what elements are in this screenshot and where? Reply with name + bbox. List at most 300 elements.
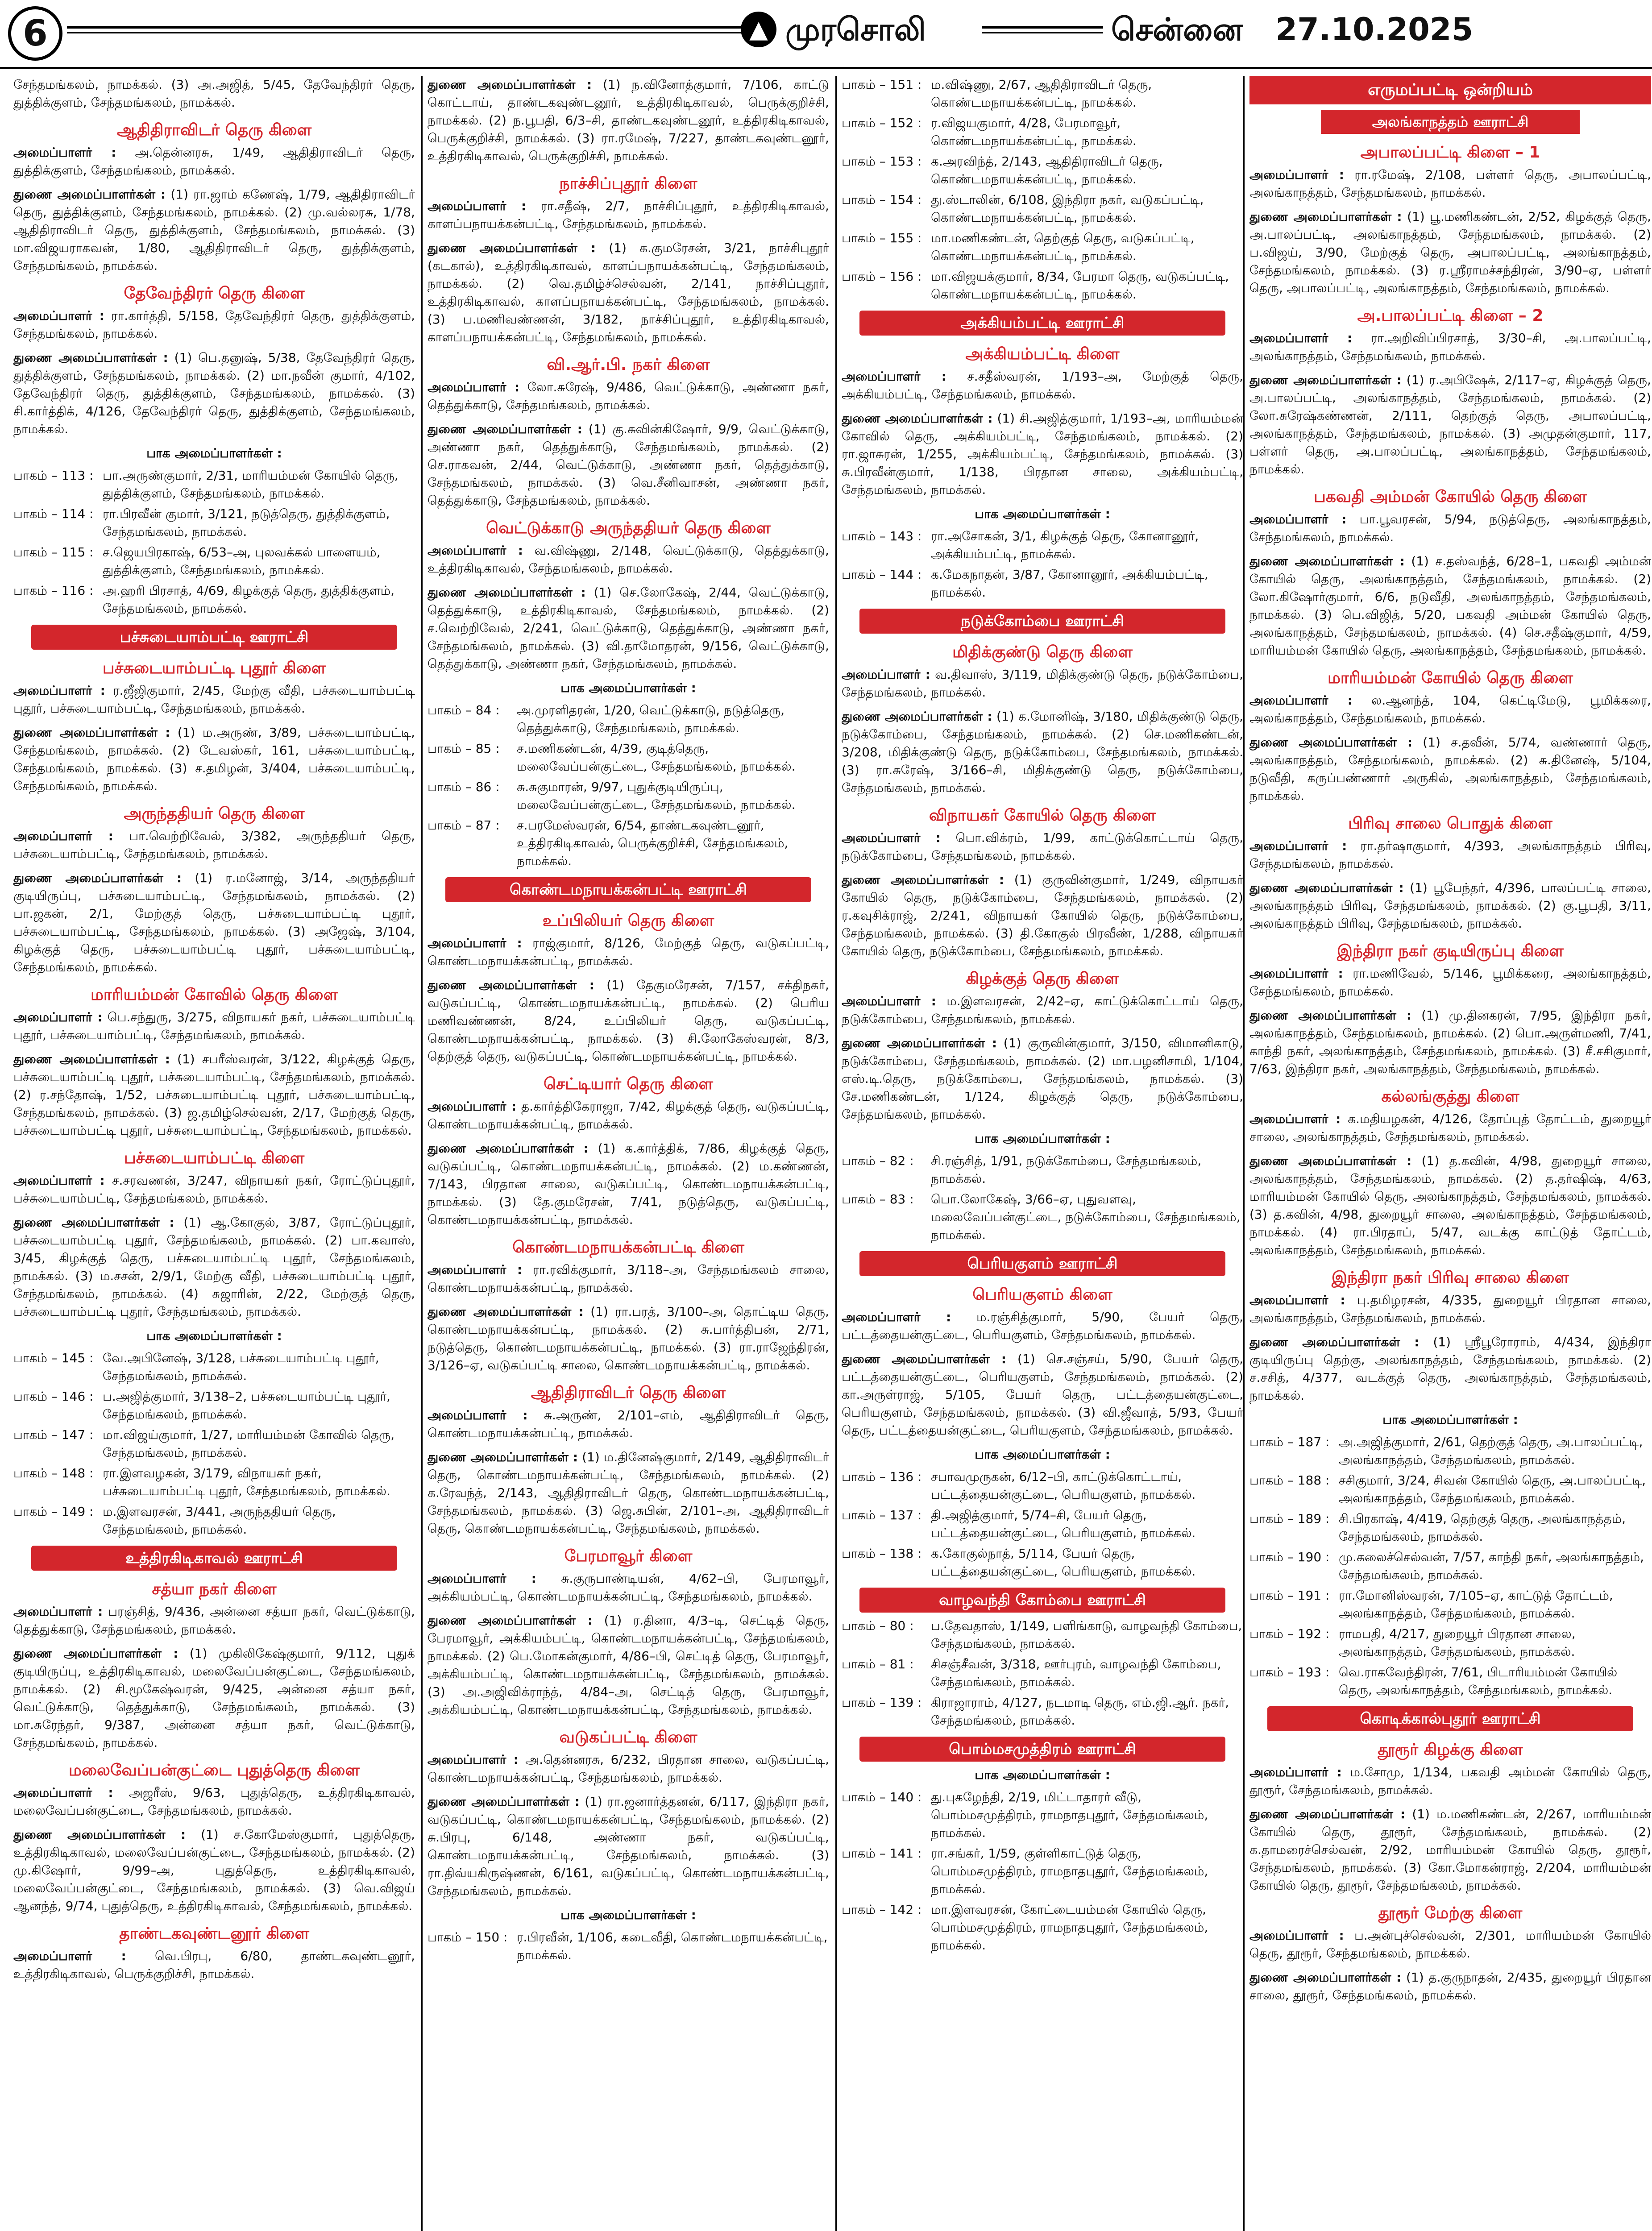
masthead bbox=[0, 0, 1652, 67]
organizer-entry bbox=[428, 1448, 829, 1538]
booth-entry bbox=[13, 1426, 415, 1462]
booth-entry bbox=[842, 1694, 1243, 1729]
booth-number: பாகம் – 191 : bbox=[1249, 1588, 1330, 1603]
booth-organizer: சு.சுகுமாரன், 9/97, புதுக்குடியிருப்பு, மலைவேப்பன்குட்டை, சேந்தமங்கலம், நாமக்கல். bbox=[517, 780, 796, 812]
branch-heading: ஆதிதிராவிடர் தெரு கிளை bbox=[116, 121, 312, 139]
role-label: அமைப்பாளர் : bbox=[1249, 512, 1347, 527]
role-label: துணை அமைப்பாளர்கள் : bbox=[1249, 1335, 1420, 1349]
entry-text: வ.விஷ்ணு, 2/148, வெட்டுக்காடு, தெத்துக்காடு, உத்திரகிடிகாவல், சேந்தமங்கலம், நாமக்கல். bbox=[428, 543, 829, 576]
booth-entry bbox=[13, 1388, 415, 1423]
entry-text: (1) செ.சஞ்சய், 5/90, பேயர் தெரு, பட்டத்தையன்குட்டை, பெரியகுளம், சேந்தமங்கலம், நாமக்கல். (2) கா.அருள்ராஜ், 5/105, பேயர் தெரு, பட்டத்தையன்குட்டை, பெரியகுளம், சேந்தமங்கலம், நாமக்கல். (3) வி.ஜீவாத், 5/93, பேயர் தெரு, பட்டத்தையன்குட்டை, பெரியகுளம், சேந்தமங்கலம், நாமக்கல். bbox=[842, 1352, 1243, 1438]
organizer-entry bbox=[842, 871, 1243, 960]
organizer-entry bbox=[428, 1098, 829, 1133]
booth-number: பாகம் – 146 : bbox=[13, 1389, 94, 1404]
organizer-entry bbox=[1249, 965, 1651, 1000]
panchayat-banner: கொண்டமநாயக்கன்பட்டி ஊராட்சி bbox=[445, 877, 811, 902]
booth-organizer: சிசஞ்சீவன், 3/318, ஊர்புரம், வாழவந்தி கோம்பை, சேந்தமங்கலம், நாமக்கல். bbox=[931, 1657, 1221, 1689]
booth-entry bbox=[842, 229, 1243, 265]
city: சென்னை bbox=[1111, 11, 1243, 48]
role-label: அமைப்பாளர் : bbox=[13, 829, 113, 843]
entry-text: ரா.சதீஷ், 2/7, நாச்சிப்புதூர், உத்திரகிடிகாவல், காளப்பநாயக்கன்பட்டி, சேந்தமங்கலம், நாமக்கல். bbox=[428, 199, 829, 231]
booth-entry bbox=[842, 1901, 1243, 1954]
column-3 bbox=[842, 76, 1243, 2231]
booth-number: பாகம் – 153 : bbox=[842, 154, 922, 169]
role-label: துணை அமைப்பாளர்கள் : bbox=[428, 585, 586, 600]
role-label: துணை அமைப்பாளர்கள் : bbox=[428, 1450, 578, 1464]
panchayat-banner: கொடிக்கால்புதூர் ஊராட்சி bbox=[1267, 1706, 1633, 1731]
booth-organizer: அ.முரளிதரன், 1/20, வெட்டுக்காடு, நடுத்தெரு, தெத்துக்காடு, சேந்தமங்கலம், நாமக்கல். bbox=[517, 703, 785, 735]
booth-number: பாகம் – 85 : bbox=[428, 741, 500, 756]
entry-text: (1) ரா.ஜாம் கணேஷ், 1/79, ஆதிதிராவிடர் தெரு, துத்திக்குளம், சேந்தமங்கலம், நாமக்கல். (2) மு.வல்லரசு, 1/78, ஆதிதிராவிடர் தெரு, துத்திக்குளம், சேந்தமங்கலம், நாமக்கல். (3) மா.விஜயராகவன், 1/80, ஆதிதிராவிடர் தெரு, துத்திக்குளம், சேந்தமங்கலம், நாமக்கல். bbox=[13, 187, 415, 273]
entry-text: (1) பூ.மணிகண்டன், 2/52, கிழக்குத் தெரு, அ.பாலப்பட்டி, அலங்காநத்தம், சேந்தமங்கலம், நாமக்கல். (2) ப.விஜய், 3/90, மேற்குத் தெரு, அபாலப்பட்டி, அலங்காநத்தம், சேந்தமங்கலம், நாமக்கல். (3) ர.ஸ்ரீராமச்சந்திரன், 3/90–ஏ, பள்ளர் தெரு, அபாலப்பட்டி, அலங்காநத்தம், சேந்தமங்கலம், நாமக்கல். bbox=[1249, 209, 1651, 295]
branch-heading: இந்திரா நகர் குடியிருப்பு கிளை bbox=[1337, 942, 1564, 960]
booth-entry bbox=[842, 1545, 1243, 1580]
role-label: அமைப்பாளர் : bbox=[13, 683, 105, 698]
entry-text: பா.பூவரசன், 5/94, நடுத்தெரு, அலங்காநத்தம், சேந்தமங்கலம், நாமக்கல். bbox=[1249, 512, 1651, 544]
entry-text: ர.ஜீஜிகுமார், 2/45, மேற்கு வீதி, பச்சுடையாம்பட்டி புதூர், பச்சுடையாம்பட்டி, சேந்தமங்கலம், நாமக்கல். bbox=[13, 683, 415, 716]
role-label: அமைப்பாளர் : bbox=[13, 1010, 103, 1024]
role-label: துணை அமைப்பாளர்கள் : bbox=[1249, 1008, 1411, 1023]
role-label: அமைப்பாளர் : bbox=[13, 1949, 126, 1963]
role-label: துணை அமைப்பாளர்கள் : bbox=[428, 1141, 589, 1156]
organizer-entry bbox=[428, 976, 829, 1066]
organizer-entry bbox=[1249, 510, 1651, 546]
role-label: அமைப்பாளர் : bbox=[1249, 1928, 1344, 1943]
entry-text: ம.ரஞ்சித்குமார், 5/90, பேயர் தெரு, பட்டத்தையன்குட்டை, பெரியகுளம், சேந்தமங்கலம், நாமக்கல். bbox=[842, 1310, 1243, 1342]
organizer-entry bbox=[1249, 552, 1651, 659]
section-heading: பாக அமைப்பாளர்கள் : bbox=[975, 1767, 1110, 1782]
role-label: அமைப்பாளர் : bbox=[428, 1408, 528, 1422]
entry-text: (1) ந.வினோத்குமார், 7/106, காட்டு கொட்டாய், தாண்டகவுண்டனூர், உத்திரகிடிகாவல், பெருக்குறிச்சி, நாமக்கல். (2) ந.பூபதி, 6/3–சி, தாண்டகவுண்டனூர், உத்திரகிடிகாவல், பெருக்குறிச்சி, நாமக்கல். (3) ரா.ரமேஷ், 7/227, தாண்டகவுண்டனூர், உத்திரகிடிகாவல், பெருக்குறிச்சி, நாமக்கல். bbox=[428, 77, 829, 163]
booth-organizer: ப.அஜித்குமார், 3/138–2, பச்சுடையாம்பட்டி புதூர், சேந்தமங்கலம், நாமக்கல். bbox=[103, 1389, 390, 1422]
booth-organizer: ம.இளவரசன், 3/441, அருந்ததியர் தெரு, சேந்தமங்கலம், நாமக்கல். bbox=[103, 1504, 336, 1537]
organizer-entry bbox=[1249, 1291, 1651, 1327]
entry-text: ல.ஆனந்த், 104, கெட்டிமேடு, பூமிக்கரை, அலங்காநத்தம், சேந்தமங்கலம், நாமக்கல். bbox=[1249, 693, 1651, 726]
entry-text: (1) குருவின்குமார், 1/249, விநாயகர் கோயில் தெரு, நடுக்கோம்பை, சேந்தமங்கலம், நாமக்கல். (2) ர.கவுசிக்ராஜ், 2/241, விநாயகர் கோயில் தெரு, நடுக்கோம்பை, சேந்தமங்கலம், நாமக்கல். (3) தி.கோகுல் பிரவீண், 1/288, விநாயகர் கோயில் தெரு, நடுக்கோம்பை, சேந்தமங்கலம், நாமக்கல். bbox=[842, 872, 1243, 958]
branch-heading: இந்திரா நகர் பிரிவு சாலை கிளை bbox=[1331, 1269, 1569, 1287]
organizer-entry bbox=[13, 827, 415, 863]
organizer-entry bbox=[428, 1261, 829, 1297]
booth-number: பாகம் – 154 : bbox=[842, 192, 922, 207]
booth-number: பாகம் – 81 : bbox=[842, 1657, 914, 1671]
entry-text: (1) செ.லோகேஷ், 2/44, வெட்டுக்காடு, தெத்துக்காடு, உத்திரகிடிகாவல், சேந்தமங்கலம், நாமக்கல். (2) ச.வெற்றிவேல், 2/241, வெட்டுக்காடு, தெத்துக்காடு, அண்ணா நகர், சேந்தமங்கலம், நாமக்கல். (3) வி.தாமோதரன், 9/156, வெட்டுக்காடு, தெத்துக்காடு, அண்ணா நகர், சேந்தமங்கலம், நாமக்கல். bbox=[428, 585, 829, 671]
booth-number: பாகம் – 80 : bbox=[842, 1618, 914, 1633]
panchayat-banner: பச்சுடையாம்பட்டி ஊராட்சி bbox=[31, 625, 397, 650]
branch-heading: கல்லங்குத்து கிளை bbox=[1381, 1087, 1519, 1106]
organizer-entry bbox=[13, 1947, 415, 1983]
panchayat-banner: பொம்மசமுத்திரம் ஊராட்சி bbox=[859, 1737, 1225, 1762]
booth-number: பாகம் – 84 : bbox=[428, 703, 500, 717]
organizer-entry bbox=[13, 1645, 415, 1752]
entry-text: (1) கு.சுவின்கிஷோர், 9/9, வெட்டுக்காடு, அண்ணா நகர், தெத்துக்காடு, சேந்தமங்கலம், நாமக்கல். (2) செ.ராகவன், 2/44, வெட்டுக்காடு, அண்ணா நகர், தெத்துக்காடு, சேந்தமங்கலம், நாமக்கல். (3) வெ.சீனிவாசன், அண்ணா நகர், தெத்துக்காடு, சேந்தமங்கலம், நாமக்கல். bbox=[428, 422, 829, 508]
entry-text: ம.இளவரசன், 2/42–ஏ, காட்டுக்கொட்டாய் தெரு, நடுக்கோம்பை, சேந்தமங்கலம், நாமக்கல். bbox=[842, 994, 1243, 1026]
panchayat-banner: நடுக்கோம்பை ஊராட்சி bbox=[859, 609, 1225, 634]
role-label: அமைப்பாளர் : bbox=[1249, 693, 1353, 708]
role-label: அமைப்பாளர் : bbox=[842, 830, 941, 845]
entry-text: ம.சோமு, 1/134, பகவதி அம்மன் கோயில் தெரு, தூரூர், சேந்தமங்கலம், நாமக்கல். bbox=[1249, 1765, 1651, 1797]
role-label: அமைப்பாளர் : bbox=[1249, 1765, 1342, 1779]
booth-entry bbox=[428, 817, 829, 870]
booth-number: பாகம் – 113 : bbox=[13, 468, 94, 483]
entry-text: ப.அன்புச்செல்வன், 2/301, மாரியம்மன் கோயில் தெரு, தூரூர், சேந்தமங்கலம், நாமக்கல். bbox=[1249, 1928, 1651, 1961]
role-label: துணை அமைப்பாளர்கள் : bbox=[842, 1352, 1006, 1366]
booth-entry bbox=[842, 191, 1243, 227]
role-label: துணை அமைப்பாளர்கள் : bbox=[842, 709, 992, 724]
branch-heading: அபாலப்பட்டி கிளை – 1 bbox=[1360, 143, 1540, 162]
branch-heading: உப்பிலியர் தெரு கிளை bbox=[542, 912, 714, 930]
booth-number: பாகம் – 189 : bbox=[1249, 1511, 1330, 1526]
booth-number: பாகம் – 152 : bbox=[842, 116, 922, 130]
booth-number: பாகம் – 144 : bbox=[842, 567, 922, 582]
branch-heading: நாச்சிப்புதூர் கிளை bbox=[559, 174, 697, 193]
booth-number: பாகம் – 114 : bbox=[13, 506, 94, 521]
booth-number: பாகம் – 147 : bbox=[13, 1427, 94, 1442]
booth-entry bbox=[1249, 1510, 1651, 1546]
booth-entry bbox=[13, 582, 415, 618]
role-label: அமைப்பாளர் : bbox=[428, 199, 527, 213]
union-banner: எருமப்பட்டி ஒன்றியம் bbox=[1249, 76, 1651, 104]
booth-entry bbox=[13, 467, 415, 502]
role-label: அமைப்பாளர் : bbox=[428, 1099, 517, 1114]
entry-text: பெ.சந்துரு, 3/275, விநாயகர் நகர், பச்சுடையாம்பட்டி புதூர், பச்சுடையாம்பட்டி, சேந்தமங்கலம், நாமக்கல். bbox=[13, 1010, 415, 1042]
entry-text: (1) த.குருநாதன், 2/435, துறையூர் பிரதான சாலை, தூரூர், சேந்தமங்கலம், நாமக்கல். bbox=[1249, 1970, 1651, 2003]
role-label: அமைப்பாளர் : bbox=[1249, 1293, 1345, 1307]
booth-organizer: ரா.அசோகன், 3/1, கிழக்குத் தெரு, கோனானூர், அக்கியம்பட்டி, நாமக்கல். bbox=[931, 529, 1199, 561]
role-label: துணை அமைப்பாளர்கள் : bbox=[428, 978, 594, 992]
page-number: 6 bbox=[8, 6, 62, 61]
booth-organizer: ரா.பிரவீன் குமார், 3/121, நடுத்தெரு, துத்திக்குளம், சேந்தமங்கலம், நாமக்கல். bbox=[103, 506, 390, 539]
column-4 bbox=[1249, 76, 1651, 2231]
booth-organizer: ராமபதி, 4/217, துறையூர் பிரதான சாலை, அலங்காநத்தம், சேந்தமங்கலம், நாமக்கல். bbox=[1339, 1626, 1576, 1659]
role-label: அமைப்பாளர் : bbox=[428, 380, 520, 394]
branch-heading: தூரூர் மேற்கு கிளை bbox=[1378, 1904, 1523, 1922]
role-label: துணை அமைப்பாளர்கள் : bbox=[13, 1646, 178, 1661]
section-heading: பாக அமைப்பாளர்கள் : bbox=[560, 680, 696, 695]
booth-number: பாகம் – 143 : bbox=[842, 529, 922, 543]
role-label: அமைப்பாளர் : bbox=[428, 936, 522, 950]
entry-text: த.கார்த்திகேராஜா, 7/42, கிழக்குத் தெரு, வடுகப்பட்டி, கொண்டமநாயக்கன்பட்டி, நாமக்கல். bbox=[428, 1099, 829, 1132]
booth-entry bbox=[428, 778, 829, 814]
entry-text: ரா.மணிவேல், 5/146, பூமிக்கரை, அலங்காநத்தம், சேந்தமங்கலம், நாமக்கல். bbox=[1249, 966, 1651, 999]
booth-number: பாகம் – 145 : bbox=[13, 1351, 94, 1365]
section-heading: பாக அமைப்பாளர்கள் : bbox=[146, 446, 282, 460]
booth-entry bbox=[842, 1190, 1243, 1244]
entry-text: (1) மு.தினகரன், 7/95, இந்திரா நகர், அலங்காநத்தம், சேந்தமங்கலம், நாமக்கல். (2) பொ.அருள்மணி, 7/41, காந்தி நகர், அலங்காநத்தம், சேந்தமங்கலம், நாமக்கல். (3) சீ.சசிகுமார், 7/63, இந்திரா நகர், அலங்காநத்தம், சேந்தமங்கலம், நாமக்கல். bbox=[1249, 1008, 1651, 1076]
organizer-entry bbox=[13, 1050, 415, 1140]
role-label: துணை அமைப்பாளர்கள் : bbox=[13, 1052, 170, 1066]
organizer-entry bbox=[1249, 734, 1651, 805]
booth-organizer: ச.மணிகண்டன், 4/39, குடித்தெரு, மலைவேப்பன்குட்டை, சேந்தமங்கலம், நாமக்கல். bbox=[517, 741, 796, 774]
entry-text: (1) பூபேந்தர், 4/396, பாலப்பட்டி சாலை, அலங்காநத்தம் பிரிவு, சேந்தமங்கலம், நாமக்கல். (2) கு.பூபதி, 3/11, அலங்காநத்தம் பிரிவு, சேந்தமங்கலம், நாமக்கல். bbox=[1249, 880, 1651, 931]
organizer-entry bbox=[13, 1172, 415, 1207]
organizer-entry bbox=[842, 1034, 1243, 1124]
booth-entry bbox=[1249, 1433, 1651, 1469]
booth-entry bbox=[428, 1928, 829, 1964]
organizer-entry bbox=[428, 239, 829, 346]
role-label: அமைப்பாளர் : bbox=[428, 1571, 536, 1586]
organizer-entry bbox=[1249, 837, 1651, 873]
booth-number: பாகம் – 190 : bbox=[1249, 1550, 1330, 1564]
entry-text: வெ.பிரபு, 6/80, தாண்டகவுண்டனூர், உத்திரகிடிகாவல், பெருக்குறிச்சி, நாமக்கல். bbox=[13, 1949, 415, 1981]
entry-text: அ.தென்னரசு, 1/49, ஆதிதிராவிடர் தெரு, துத்திக்குளம், சேந்தமங்கலம், நாமக்கல். bbox=[13, 145, 415, 178]
booth-number: பாகம் – 138 : bbox=[842, 1546, 922, 1561]
booth-entry bbox=[13, 505, 415, 541]
column-2 bbox=[428, 76, 829, 2231]
booth-entry bbox=[842, 527, 1243, 563]
organizer-entry bbox=[1249, 1763, 1651, 1799]
booth-organizer: சபாவமுருகன், 6/12–பி, காட்டுக்கொட்டாய், பட்டத்தையன்குட்டை, பெரியகுளம், நாமக்கல். bbox=[931, 1469, 1196, 1502]
entry-text: வ.திவாஸ், 3/119, மிதிக்குண்டு தெரு, நடுக்கோம்பை, சேந்தமங்கலம், நாமக்கல். bbox=[842, 667, 1243, 700]
booth-number: பாகம் – 115 : bbox=[13, 545, 94, 560]
role-label: துணை அமைப்பாளர்கள் : bbox=[1249, 373, 1402, 387]
booth-entry bbox=[1249, 1625, 1651, 1661]
entry-text: (1) குருவின்குமார், 3/150, விமானிகாடு, நடுக்கோம்பை, சேந்தமங்கலம், நாமக்கல். (2) மா.பழனிசாமி, 1/104, எஸ்.டி.தெரு, நடுக்கோம்பை, சேந்தமங்கலம், நாமக்கல். (3) சே.மணிகண்டன், 1/124, கிழக்குத் தெரு, நடுக்கோம்பை, சேந்தமங்கலம், நாமக்கல். bbox=[842, 1036, 1243, 1122]
booth-organizer: க.கோகுல்நாத், 5/114, பேயர் தெரு, பட்டத்தையன்குட்டை, பெரியகுளம், நாமக்கல். bbox=[931, 1546, 1196, 1579]
organizer-entry bbox=[1249, 1927, 1651, 1962]
role-label: அமைப்பாளர் : bbox=[428, 543, 523, 558]
role-label: துணை அமைப்பாளர்கள் : bbox=[428, 77, 592, 92]
branch-heading: கொண்டமநாயக்கன்பட்டி கிளை bbox=[512, 1238, 744, 1256]
branch-heading: அருந்ததியர் தெரு கிளை bbox=[124, 804, 305, 823]
organizer-entry bbox=[428, 542, 829, 577]
role-label: துணை அமைப்பாளர்கள் : bbox=[13, 871, 182, 885]
organizer-entry bbox=[842, 666, 1243, 701]
entry-text: சேந்தமங்கலம், நாமக்கல். (3) அ.அஜித், 5/45, தேவேந்திரர் தெரு, துத்திக்குளம், சேந்தமங்கலம், நாமக்கல். bbox=[13, 77, 415, 110]
booth-entry bbox=[842, 114, 1243, 150]
booth-entry bbox=[842, 76, 1243, 112]
role-label: அமைப்பாளர் : bbox=[842, 1310, 951, 1324]
organizer-entry bbox=[1249, 1805, 1651, 1895]
branch-heading: மாரியம்மன் கோவில் தெரு கிளை bbox=[90, 986, 338, 1004]
organizer-entry bbox=[428, 420, 829, 510]
entry-text: (1) முகிலிகேஷ்குமார், 9/112, புதுக் குடியிருப்பு, உத்திரகிடிகாவல், மலைவேப்பன்குட்டை, சேந்தமங்கலம், நாமக்கல். (2) சி.மூகேஷ்வரன், 9/425, அன்னை சத்யா நகர், வெட்டுக்காடு, தெத்துக்காடு, சேந்தமங்கலம், நாமக்கல். (3) மா.சுரேந்தர், 9/387, அன்னை சத்யா நகர், வெட்டுக்காடு, சேந்தமங்கலம், நாமக்கல். bbox=[13, 1646, 415, 1750]
entry-text: ச.சதீஸ்வரன், 1/193–அ, மேற்குத் தெரு, அக்கியம்பட்டி, சேந்தமங்கலம், நாமக்கல். bbox=[842, 369, 1243, 402]
role-label: துணை அமைப்பாளர்கள் : bbox=[13, 350, 168, 365]
organizer-entry bbox=[13, 724, 415, 795]
booth-organizer: தி.அஜித்குமார், 5/74–சி, பேயர் தெரு, பட்டத்தையன்குட்டை, பெரியகுளம், நாமக்கல். bbox=[931, 1508, 1196, 1540]
role-label: அமைப்பாளர் : bbox=[1249, 1111, 1341, 1126]
masthead-rule bbox=[67, 32, 742, 33]
organizer-entry bbox=[428, 1570, 829, 1605]
branch-heading: அ.பாலப்பட்டி கிளை – 2 bbox=[1357, 307, 1544, 325]
role-label: துணை அமைப்பாளர்கள் : bbox=[1249, 880, 1404, 895]
booth-organizer: வே.அபினேஷ், 3/128, பச்சுடையாம்பட்டி புதூர், சேந்தமங்கலம், நாமக்கல். bbox=[103, 1351, 379, 1383]
panchayat-banner: அலங்காநத்தம் ஊராட்சி bbox=[1321, 110, 1580, 134]
branch-heading: வி.ஆர்.பி. நகர் கிளை bbox=[547, 356, 710, 374]
booth-entry bbox=[842, 1152, 1243, 1188]
booth-organizer: பொ.லோகேஷ், 3/66–ஏ, புதுவளவு, மலைவேப்பன்குட்டை, நடுக்கோம்பை, சேந்தமங்கலம், நாமக்கல். bbox=[931, 1192, 1241, 1242]
organizer-entry bbox=[1249, 1110, 1651, 1146]
branch-heading: மலைவேப்பன்குட்டை புதுத்தெரு கிளை bbox=[69, 1761, 360, 1779]
role-label: அமைப்பாளர் : bbox=[842, 667, 930, 682]
role-label: துணை அமைப்பாளர்கள் : bbox=[428, 422, 582, 436]
branch-heading: அக்கியம்பட்டி கிளை bbox=[965, 345, 1120, 363]
booth-organizer: து.ஸ்டாலின், 6/108, இந்திரா நகர், வடுகப்பட்டி, கொண்டமநாயக்கன்பட்டி, நாமக்கல். bbox=[931, 192, 1204, 225]
booth-entry bbox=[842, 1655, 1243, 1691]
booth-entry bbox=[13, 1503, 415, 1538]
section-heading: பாக அமைப்பாளர்கள் : bbox=[560, 1908, 696, 1922]
section-heading: பாக அமைப்பாளர்கள் : bbox=[1382, 1412, 1518, 1427]
entry-text: அஜரீஸ், 9/63, புதுத்தெரு, உத்திரகிடிகாவல், மலைவேப்பன்குட்டை, சேந்தமங்கலம், நாமக்கல். bbox=[13, 1785, 415, 1818]
organizer-entry bbox=[13, 1008, 415, 1044]
booth-number: பாகம் – 187 : bbox=[1249, 1435, 1330, 1449]
organizer-entry bbox=[842, 992, 1243, 1028]
entry-text: (1) ம.தினேஷ்குமார், 2/149, ஆதிதிராவிடர் தெரு, கொண்டமநாயக்கன்பட்டி, சேந்தமங்கலம், நாமக்கல். (2) க.ரேவந்த், 2/143, ஆதிதிராவிடர் தெரு, கொண்டமநாயக்கன்பட்டி, சேந்தமங்கலம், நாமக்கல். (3) ஜெ.சுபின், 2/101–அ, ஆதிதிராவிடர் தெரு, கொண்டமநாயக்கன்பட்டி, சேந்தமங்கலம், நாமக்கல். bbox=[428, 1450, 829, 1536]
branch-heading: தூரூர் கிழக்கு கிளை bbox=[1378, 1741, 1523, 1759]
booth-organizer: ரா.இளவழகன், 3/179, விநாயகர் நகர், பச்சுடையாம்பட்டி புதூர், சேந்தமங்கலம், நாமக்கல். bbox=[103, 1466, 390, 1498]
entry-text: (1) ரா.ஜனார்த்தனன், 6/117, இந்திரா நகர், வடுகப்பட்டி, கொண்டமநாயக்கன்பட்டி, சேந்தமங்கலம், நாமக்கல். (2) சு.பிரபு, 6/148, அண்ணா நகர், வடுகப்பட்டி, கொண்டமநாயக்கன்பட்டி, சேந்தமங்கலம், நாமக்கல். (3) ரா.திவ்யகிருஷ்ணன், 6/161, வடுகப்பட்டி, கொண்டமநாயக்கன்பட்டி, சேந்தமங்கலம், நாமக்கல். bbox=[428, 1794, 829, 1898]
booth-number: பாகம் – 149 : bbox=[13, 1504, 94, 1519]
role-label: துணை அமைப்பாளர்கள் : bbox=[842, 411, 993, 426]
booth-organizer: சி.பிரகாஷ், 4/419, தெற்குத் தெரு, அலங்காநத்தம், சேந்தமங்கலம், நாமக்கல். bbox=[1339, 1511, 1626, 1544]
entry-text: சு.குருபாண்டியன், 4/62–பி, பேரமாவூர், அக்கியம்பட்டி, கொண்டமநாயக்கன்பட்டி, சேந்தமங்கலம், நாமக்கல். bbox=[428, 1571, 829, 1604]
branch-heading: செட்டியார் தெரு கிளை bbox=[544, 1075, 713, 1093]
role-label: துணை அமைப்பாளர்கள் : bbox=[1249, 1807, 1406, 1821]
organizer-entry bbox=[1249, 329, 1651, 365]
booth-entry bbox=[1249, 1663, 1651, 1699]
role-label: துணை அமைப்பாளர்கள் : bbox=[1249, 735, 1413, 750]
booth-organizer: அ.ஹரி பிரசாத், 4/69, கிழக்குத் தெரு, துத்திக்குளம், சேந்தமங்கலம், நாமக்கல். bbox=[103, 583, 395, 616]
role-label: துணை அமைப்பாளர்கள் : bbox=[13, 725, 170, 740]
entry-text: (1) ச.தவீன், 5/74, வண்ணார் தெரு, அலங்காநத்தம், சேந்தமங்கலம், நாமக்கல். (2) சு.தினேஷ், 5/104, நடுவீதி, கருப்பண்ணார் அருகில், அலங்காநத்தம், சேந்தமங்கலம், நாமக்கல். bbox=[1249, 735, 1651, 803]
organizer-entry bbox=[13, 869, 415, 976]
booth-number: பாகம் – 155 : bbox=[842, 231, 922, 245]
entry-text: (1) ர.மனோஜ், 3/14, அருந்ததியர் குடியிருப்பு, பச்சுடையாம்பட்டி, சேந்தமங்கலம், நாமக்கல். (2) பா.ஜகன், 2/1, மேற்குத் தெரு, பச்சுடையாம்பட்டி புதூர், பச்சுடையாம்பட்டி, சேந்தமங்கலம், நாமக்கல். (3) அஜேஷ், 3/104, கிழக்குத் தெரு, பச்சுடையாம்பட்டி புதூர், பச்சுடையாம்பட்டி, சேந்தமங்கலம், நாமக்கல். bbox=[13, 871, 415, 975]
masthead-rule bbox=[67, 26, 742, 29]
branch-heading: பெரியகுளம் கிளை bbox=[972, 1286, 1112, 1304]
organizer-entry bbox=[1249, 1152, 1651, 1259]
entry-text: (1) ர.தினா, 4/3–டி, செட்டித் தெரு, பேரமாவூர், அக்கியம்பட்டி, கொண்டமநாயக்கன்பட்டி, சேந்தமங்கலம், நாமக்கல். (2) பெ.மோகன்குமார், 4/86–பி, செட்டித் தெரு, பேரமாவூர், அக்கியம்பட்டி, கொண்டமநாயக்கன்பட்டி, சேந்தமங்கலம், நாமக்கல். (3) அ.அஜிவிக்ராந்த், 4/84–அ, செட்டித் தெரு, பேரமாவூர், அக்கியம்பட்டி, கொண்டமநாயக்கன்பட்டி, சேந்தமங்கலம், நாமக்கல். bbox=[428, 1613, 829, 1717]
booth-organizer: வெ.ராகவேந்திரன், 7/61, பிடாரியம்மன் கோயில் தெரு, அலங்காநத்தம், சேந்தமங்கலம், நாமக்கல். bbox=[1339, 1665, 1618, 1697]
organizer-entry bbox=[13, 682, 415, 717]
role-label: அமைப்பாளர் : bbox=[13, 1604, 103, 1619]
role-label: அமைப்பாளர் : bbox=[13, 308, 104, 323]
city-date bbox=[1111, 12, 1473, 47]
entry-text: (1) க.மோனிஷ், 3/180, மிதிக்குண்டு தெரு, நடுக்கோம்பை, சேந்தமங்கலம், நாமக்கல். (2) செ.மணிகண்டன், 3/208, மிதிக்குண்டு தெரு, நடுக்கோம்பை, சேந்தமங்கலம், நாமக்கல். (3) ரா.சுரேஷ், 3/166–சி, மிதிக்குண்டு தெரு, நடுக்கோம்பை, சேந்தமங்கலம், நாமக்கல். bbox=[842, 709, 1243, 795]
entry-text: ச.சரவணன், 3/247, விநாயகர் நகர், ரோட்டுப்புதூர், பச்சுடையாம்பட்டி, சேந்தமங்கலம், நாமக்கல். bbox=[13, 1173, 415, 1206]
role-label: துணை அமைப்பாளர்கள் : bbox=[428, 241, 596, 255]
booth-number: பாகம் – 116 : bbox=[13, 583, 94, 598]
booth-number: பாகம் – 192 : bbox=[1249, 1626, 1330, 1641]
branch-heading: பகவதி அம்மன் கோயில் தெரு கிளை bbox=[1314, 488, 1587, 506]
booth-number: பாகம் – 137 : bbox=[842, 1508, 922, 1522]
branch-heading: வெட்டுக்காடு அருந்ததியர் தெரு கிளை bbox=[486, 519, 771, 537]
role-label: அமைப்பாளர் : bbox=[1249, 966, 1343, 981]
booth-number: பாகம் – 156 : bbox=[842, 269, 922, 284]
entry-text: (1) க.குமரேசன், 3/21, நாச்சிபுதூர் (கடகால்), உத்திரகிடிகாவல், காளப்பநாயக்கன்பட்டி, சேந்தமங்கலம், நாமக்கல். (2) வெ.தமிழ்ச்செல்வன், 2/141, நாச்சிப்புதூர், உத்திரகிடிகாவல், காளப்பநாயக்கன்பட்டி, சேந்தமங்கலம், நாமக்கல். (3) ப.மணிவண்ணன், 3/182, நாச்சிப்புதூர், உத்திரகிடிகாவல், காளப்பநாயக்கன்பட்டி, சேந்தமங்கலம், நாமக்கல். bbox=[428, 241, 829, 344]
entry-text: பொ.விக்ரம், 1/99, காட்டுக்கொட்டாய் தெரு, நடுக்கோம்பை, சேந்தமங்கலம், நாமக்கல். bbox=[842, 830, 1243, 863]
booth-organizer: ர.பிரவீன், 1/106, கடைவீதி, கொண்டமநாயக்கன்பட்டி, நாமக்கல். bbox=[517, 1930, 828, 1962]
organizer-entry bbox=[428, 1793, 829, 1900]
organizer-entry bbox=[1249, 166, 1651, 202]
organizer-entry bbox=[1249, 371, 1651, 478]
booth-entry bbox=[13, 1464, 415, 1500]
organizer-entry bbox=[428, 1303, 829, 1374]
role-label: துணை அமைப்பாளர்கள் : bbox=[13, 187, 166, 202]
role-label: துணை அமைப்பாளர்கள் : bbox=[428, 1613, 593, 1628]
entry-text: (1) பெ.தனுஷ், 5/38, தேவேந்திரர் தெரு, துத்திக்குளம், சேந்தமங்கலம், நாமக்கல். (2) மா.நவீன் குமார், 4/102, தேவேந்திரர் தெரு, துத்திக்குளம், சேந்தமங்கலம், நாமக்கல். (3) சி.கார்த்திக், 4/126, தேவேந்திரர் தெரு, துத்திக்குளம், சேந்தமங்கலம், நாமக்கல். bbox=[13, 350, 415, 436]
panchayat-banner: பெரியகுளம் ஊராட்சி bbox=[859, 1251, 1225, 1276]
organizer-entry bbox=[13, 76, 415, 112]
issue-date: 27.10.2025 bbox=[1275, 11, 1474, 48]
role-label: அமைப்பாளர் : bbox=[13, 145, 116, 160]
organizer-entry bbox=[842, 368, 1243, 403]
booth-organizer: மா.இளவரசன், கோட்டையம்மன் கோயில் தெரு, பொம்மசமுத்திரம், ராமநாதபுதூர், சேந்தமங்கலம், நாமக்கல். bbox=[931, 1902, 1208, 1953]
entry-text: (1) ரா.பரத், 3/100–அ, தொட்டிய தெரு, கொண்டமநாயக்கன்பட்டி, நாமக்கல். (2) சு.பார்த்திபன், 2/71, நடுத்தெரு, கொண்டமநாயக்கன்பட்டி, நாமக்கல். (3) ரா.ராஜேந்திரன், 3/126–ஏ, வடுகப்பட்டி சாலை, கொண்டமநாயக்கன்பட்டி, நாமக்கல். bbox=[428, 1304, 829, 1373]
booth-entry bbox=[1249, 1472, 1651, 1507]
booth-organizer: மு.கலைச்செல்வன், 7/57, காந்தி நகர், அலங்காநத்தம், சேந்தமங்கலம், நாமக்கல். bbox=[1339, 1550, 1644, 1582]
booth-number: பாகம் – 82 : bbox=[842, 1153, 914, 1168]
booth-entry bbox=[842, 566, 1243, 601]
entry-text: ரா.ரவிக்குமார், 3/118–அ, சேந்தமங்கலம் சாலை, கொண்டமநாயக்கன்பட்டி, நாமக்கல். bbox=[428, 1262, 829, 1295]
role-label: துணை அமைப்பாளர்கள் : bbox=[842, 1036, 997, 1050]
entry-text: (1) ச.கோமேஸ்குமார், புதுத்தெரு, உத்திரகிடிகாவல், மலைவேப்பன்குட்டை, சேந்தமங்கலம், நாமக்கல். (2) மு.கிஷோர், 9/99–அ, புதுத்தெரு, உத்திரகிடிகாவல், மலைவேப்பன்குட்டை, சேந்தமங்கலம், நாமக்கல். (3) வெ.விஜய் ஆனந்த், 9/74, புதுத்தெரு, உத்திரகிடிகாவல், சேந்தமங்கலம், நாமக்கல். bbox=[13, 1827, 415, 1913]
section-heading: பாக அமைப்பாளர்கள் : bbox=[975, 506, 1110, 521]
organizer-entry bbox=[13, 1826, 415, 1915]
entry-text: (1) சபரீஸ்வரன், 3/122, கிழக்குத் தெரு, பச்சுடையாம்பட்டி புதூர், பச்சுடையாம்பட்டி, சேந்தமங்கலம், நாமக்கல். (2) ர.சந்தோஷ், 1/52, பச்சுடையாம்பட்டி புதூர், பச்சுடையாம்பட்டி, சேந்தமங்கலம், நாமக்கல். (3) ஜ.தமிழ்செல்வன், 2/17, மேற்குத் தெரு, பச்சுடையாம்பட்டி புதூர், பச்சுடையாம்பட்டி, சேந்தமங்கலம், நாமக்கல். bbox=[13, 1052, 415, 1138]
organizer-entry bbox=[1249, 1007, 1651, 1078]
booth-organizer: ச.ஜெயபிரகாஷ், 6/53–அ, புலவக்கல் பாளையம், துத்திக்குளம், சேந்தமங்கலம், நாமக்கல். bbox=[103, 545, 381, 577]
entry-text: சு.அருண், 2/101–எம், ஆதிதிராவிடர் தெரு, கொண்டமநாயக்கன்பட்டி, நாமக்கல். bbox=[428, 1408, 829, 1440]
entry-text: (1) ஆ.கோகுல், 3/87, ரோட்டுப்புதூர், பச்சுடையாம்பட்டி புதூர், சேந்தமங்கலம், நாமக்கல். (2) பா.கவாஸ், 3/45, கிழக்குத் தெரு, பச்சுடையாம்பட்டி புதூர், சேந்தமங்கலம், நாமக்கல். (3) ம.சசன், 2/9/1, மேற்கு வீதி, பச்சுடையாம்பட்டி புதூர், சேந்தமங்கலம், நாமக்கல். (4) சுஜாரின், 2/22, மேற்குத் தெரு, பச்சுடையாம்பட்டி புதூர், சேந்தமங்கலம், நாமக்கல். bbox=[13, 1215, 415, 1319]
booth-entry bbox=[13, 543, 415, 579]
booth-number: பாகம் – 151 : bbox=[842, 77, 922, 92]
column-1 bbox=[13, 76, 415, 2231]
organizer-entry bbox=[842, 1350, 1243, 1439]
branch-heading: வடுகப்பட்டி கிளை bbox=[559, 1728, 697, 1746]
booth-entry bbox=[1249, 1587, 1651, 1622]
branch-heading: பேரமாவூர் கிளை bbox=[564, 1547, 693, 1565]
panchayat-banner: உத்திரகிடிகாவல் ஊராட்சி bbox=[31, 1546, 397, 1571]
role-label: துணை அமைப்பாளர்கள் : bbox=[428, 1304, 584, 1319]
organizer-entry bbox=[13, 186, 415, 275]
organizer-entry bbox=[428, 1612, 829, 1719]
entry-text: பு.தமிழரசன், 4/335, துறையூர் பிரதான சாலை, அலங்காநத்தம், சேந்தமங்கலம், நாமக்கல். bbox=[1249, 1293, 1651, 1325]
branch-heading: தாண்டகவுண்டனூர் கிளை bbox=[119, 1924, 309, 1943]
booth-entry bbox=[842, 1845, 1243, 1898]
branch-heading: பிரிவு சாலை பொதுக் கிளை bbox=[1348, 814, 1552, 833]
booth-organizer: ச.பரமேஸ்வரன், 6/54, தாண்டகவுண்டனூர், உத்திரகிடிகாவல், பெருக்குறிச்சி, சேந்தமங்கலம், நாமக்கல். bbox=[517, 818, 789, 868]
organizer-entry bbox=[428, 584, 829, 673]
organizer-entry bbox=[428, 1751, 829, 1787]
organizer-entry bbox=[428, 378, 829, 414]
booth-organizer: மா.விஜய்குமார், 1/27, மாரியம்மன் கோவில் தெரு, சேந்தமங்கலம், நாமக்கல். bbox=[103, 1427, 394, 1460]
organizer-entry bbox=[13, 1784, 415, 1820]
role-label: அமைப்பாளர் : bbox=[1249, 838, 1347, 853]
branch-heading: மிதிக்குண்டு தெரு கிளை bbox=[952, 643, 1133, 661]
booth-organizer: ம.விஷ்ணு, 2/67, ஆதிதிராவிடர் தெரு, கொண்டமநாயக்கன்பட்டி, நாமக்கல். bbox=[931, 77, 1152, 110]
booth-organizer: து.புகழேந்தி, 2/19, மிட்டாதாரர் வீடு, பொம்மசமுத்திரம், ராமநாதபுதூர், சேந்தமங்கலம், நாமக்கல். bbox=[931, 1790, 1208, 1840]
booth-organizer: க.மேகநாதன், 3/87, கோனானூர், அக்கியம்பட்டி, நாமக்கல். bbox=[931, 567, 1208, 600]
panchayat-banner: அக்கியம்பட்டி ஊராட்சி bbox=[859, 311, 1225, 336]
role-label: துணை அமைப்பாளர்கள் : bbox=[428, 1794, 580, 1809]
booth-entry bbox=[1249, 1548, 1651, 1584]
booth-entry bbox=[842, 1506, 1243, 1542]
booth-organizer: சசிகுமார், 3/24, சிவன் கோயில் தெரு, அ.பாலப்பட்டி, அலங்காநத்தம், சேந்தமங்கலம், நாமக்கல். bbox=[1339, 1473, 1646, 1505]
booth-number: பாகம் – 136 : bbox=[842, 1469, 922, 1484]
booth-entry bbox=[428, 740, 829, 775]
entry-text: (1) த.கவின், 4/98, துறையூர் சாலை, அலங்காநத்தம், சேந்தமங்கலம், நாமக்கல். (2) த.தர்ஷிஷ், 4/63, மாரியம்மன் கோயில் தெரு, அலங்காநத்தம், சேந்தமங்கலம், நாமக்கல். (3) த.கவின், 4/98, துறையூர் சாலை, அலங்காநத்தம், சேந்தமங்கலம், நாமக்கல். (4) ரா.பிரதாப், 5/47, வடக்கு காட்டுத் தோட்டம், அலங்காநத்தம், சேந்தமங்கலம், நாமக்கல். bbox=[1249, 1153, 1651, 1257]
entry-text: ரா.தர்ஷாகுமார், 4/393, அலங்காநத்தம் பிரிவு, சேந்தமங்கலம், நாமக்கல். bbox=[1249, 838, 1651, 871]
booth-number: பாகம் – 193 : bbox=[1249, 1665, 1330, 1679]
role-label: துணை அமைப்பாளர்கள் : bbox=[1249, 209, 1402, 224]
entry-text: அ.தென்னரசு, 6/232, பிரதான சாலை, வடுகப்பட்டி, கொண்டமநாயக்கன்பட்டி, சேந்தமங்கலம், நாமக்கல். bbox=[428, 1752, 829, 1785]
role-label: அமைப்பாளர் : bbox=[1249, 167, 1344, 182]
entry-text: ரா.ரமேஷ், 2/108, பள்ளர் தெரு, அபாலப்பட்டி, அலங்காநத்தம், சேந்தமங்கலம், நாமக்கல். bbox=[1249, 167, 1651, 200]
section-heading: பாக அமைப்பாளர்கள் : bbox=[146, 1328, 282, 1343]
organizer-entry bbox=[13, 307, 415, 343]
booth-number: பாகம் – 140 : bbox=[842, 1790, 922, 1804]
